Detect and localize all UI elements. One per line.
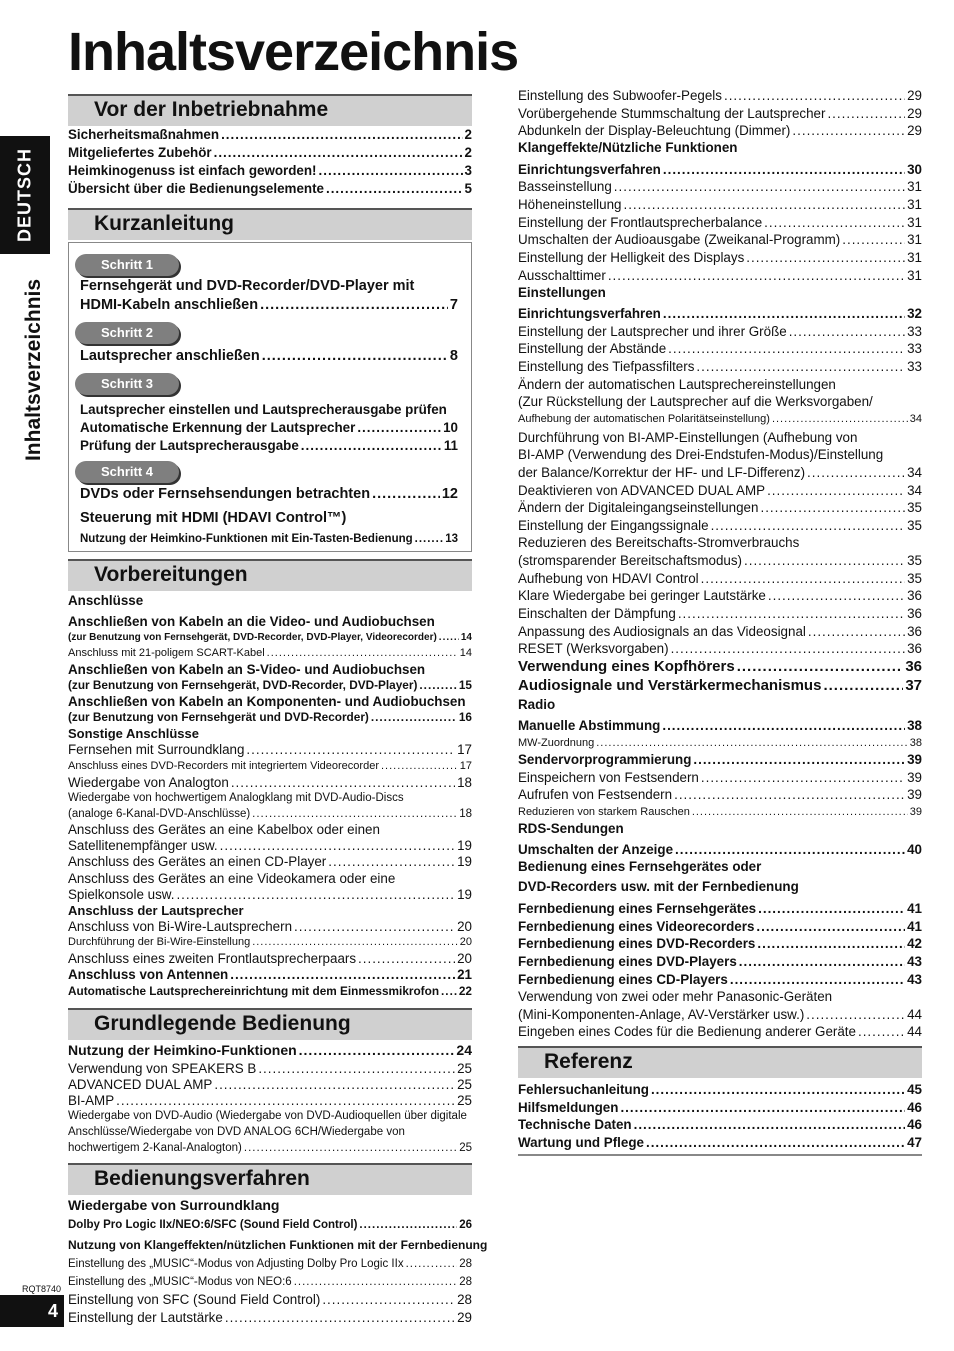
toc-entry[interactable]: BI-AMP ..... 25	[68, 1092, 472, 1109]
language-tab-label: DEUTSCH	[14, 147, 35, 243]
toc-entry[interactable]: Einstellung der Lautsprecher und ihrer Größe ..... 33	[518, 323, 922, 340]
toc-line: Anschlüsse/Wiedergabe von DVD ANALOG 6CH/Wiedergabe von	[68, 1126, 405, 1138]
toc-entry[interactable]: Einstellung von SFC (Sound Field Control) ..... 28	[68, 1291, 472, 1308]
toc-entry[interactable]: Heimkinogenuss ist einfach geworden! ..... 3	[68, 162, 472, 179]
toc-entry[interactable]: MW-Zuordnung ..... 38	[518, 735, 922, 752]
toc-entry[interactable]: DVDs oder Fernsehsendungen betrachten ..... 12	[80, 486, 458, 503]
toc-entry[interactable]: Aufhebung der automatischen Polaritätseinstellung) ..... 34	[518, 411, 922, 428]
toc-entry[interactable]: Einstellung des „MUSIC“-Modus von NEO:6 ..... 28	[68, 1274, 472, 1291]
toc-entry[interactable]: Einrichtungsverfahren ..... 30	[518, 161, 922, 178]
toc-subheading: Anschlüsse	[68, 593, 144, 608]
toc-entry[interactable]: Anschluss eines DVD-Recorders mit integriertem Videorecorder ..... 17	[68, 758, 472, 775]
toc-line: Reduzieren des Bereitschafts-Stromverbrauchs	[518, 535, 800, 550]
toc-line: Anschluss der Lautsprecher	[68, 903, 244, 918]
toc-entry[interactable]: Aufhebung von HDAVI Control ..... 35	[518, 570, 922, 587]
toc-entry[interactable]: Basseinstellung ..... 31	[518, 178, 922, 195]
toc-entry[interactable]: Spielkonsole usw. ..... 19	[68, 886, 472, 903]
toc-line: BI-AMP (Verwendung des Drei-Endstufen-Modus)/Einstellung	[518, 447, 884, 462]
toc-entry[interactable]: Einstellung der Eingangssignale ..... 35	[518, 517, 922, 534]
toc-line: Ändern der automatischen Lautsprechereinstellungen	[518, 377, 836, 392]
toc-entry[interactable]: Einstellung der Helligkeit des Displays ..... 31	[518, 249, 922, 266]
toc-line: Lautsprecher einstellen und Lautsprecherausgabe prüfen	[80, 402, 447, 417]
toc-line: Sonstige Anschlüsse	[68, 726, 199, 741]
toc-entry[interactable]: Automatische Erkennung der Lautsprecher ..... 10	[80, 419, 458, 436]
toc-entry[interactable]: Einstellung des Subwoofer-Pegels ..... 29	[518, 87, 922, 104]
step-badge-4: Schritt 4	[75, 461, 179, 483]
toc-entry[interactable]: Anschluss von Bi-Wire-Lautsprechern ..... 20	[68, 918, 472, 935]
toc-entry[interactable]: der Balance/Korrektur der HF- und LF-Differenz) ..... 34	[518, 464, 922, 481]
toc-subheading: Radio	[518, 697, 556, 712]
toc-entry[interactable]: Einstellung des Tiefpassfilters ..... 33	[518, 358, 922, 375]
side-section-label: Inhaltsverzeichnis	[22, 278, 45, 462]
toc-line: Durchführung von BI-AMP-Einstellungen (Aufhebung von	[518, 430, 858, 445]
toc-left-column	[68, 0, 488, 1351]
toc-entry[interactable]: (analoge 6-Kanal-DVD-Anschlüsse) ..... 18	[68, 806, 472, 823]
toc-entry[interactable]: Einschalten der Dämpfung ..... 36	[518, 605, 922, 622]
toc-entry[interactable]: Lautsprecher anschließen ..... 8	[80, 348, 458, 365]
toc-line: Wiedergabe von DVD-Audio (Wiedergabe von DVD-Audioquellen über digitale	[68, 1110, 467, 1122]
toc-subheading: Bedienung eines Fernsehgerätes oder	[518, 859, 762, 874]
toc-entry[interactable]: Dolby Pro Logic IIx/NEO:6/SFC (Sound Field Control) ..... 26	[68, 1217, 472, 1234]
toc-entry[interactable]: (stromsparender Bereitschaftsmodus) ..... 35	[518, 552, 922, 569]
toc-entry[interactable]: Fernbedienung eines Videorecorders ..... 41	[518, 918, 922, 935]
toc-subheading: Wiedergabe von Surroundklang	[68, 1197, 280, 1213]
toc-entry[interactable]: Prüfung der Lautsprecherausgabe ..... 11	[80, 437, 458, 454]
toc-entry[interactable]: Fernbedienung eines CD-Players ..... 43	[518, 971, 922, 988]
toc-entry[interactable]: Nutzung der Heimkino-Funktionen ..... 24	[68, 1042, 472, 1059]
toc-entry[interactable]: Manuelle Abstimmung ..... 38	[518, 717, 922, 734]
toc-entry[interactable]: Einrichtungsverfahren ..... 32	[518, 305, 922, 322]
toc-subheading: Klangeffekte/Nützliche Funktionen	[518, 140, 738, 155]
toc-entry[interactable]: Anschluss eines zweiten Frontlautsprecherpaars ..... 20	[68, 950, 472, 967]
toc-entry[interactable]: Übersicht über die Bedienungselemente ..... 5	[68, 180, 472, 197]
toc-entry[interactable]: Fernbedienung eines DVD-Players ..... 43	[518, 953, 922, 970]
toc-entry[interactable]: Fernbedienung eines Fernsehgerätes ..... 41	[518, 900, 922, 917]
toc-entry[interactable]: hochwertigem 2-Kanal-Analogton) ..... 25	[68, 1140, 472, 1157]
toc-entry[interactable]: HDMI-Kabeln anschließen ..... 7	[80, 297, 458, 314]
step-badge-1: Schritt 1	[75, 254, 179, 276]
toc-entry[interactable]: Einstellung der Frontlautsprecherbalance ..... 31	[518, 214, 922, 231]
toc-entry[interactable]: Einstellung der Abstände ..... 33	[518, 340, 922, 357]
toc-entry[interactable]: Fernsehen mit Surroundklang ..... 17	[68, 741, 472, 758]
toc-entry[interactable]: Fehlersuchanleitung ..... 45	[518, 1081, 922, 1098]
toc-entry[interactable]: Anschluss von Antennen ..... 21	[68, 966, 472, 983]
toc-entry[interactable]: Reduzieren von starkem Rauschen ..... 39	[518, 804, 922, 821]
section-header-ref: Referenz	[518, 1046, 922, 1078]
section-rule	[518, 1154, 922, 1156]
toc-subheading: DVD-Recorders usw. mit der Fernbedienung	[518, 879, 799, 894]
toc-entry[interactable]: (zur Benutzung von Fernsehgerät und DVD-Recorder) ..... 16	[68, 709, 472, 726]
toc-entry[interactable]: (zur Benutzung von Fernsehgerät, DVD-Recorder, DVD-Player, Videorecorder) ..... 14	[68, 629, 472, 646]
toc-entry[interactable]: (Mini-Komponenten-Anlage, AV-Verstärker usw.) ..... 44	[518, 1006, 922, 1023]
section-header-vorb: Vorbereitungen	[68, 559, 472, 591]
toc-subheading: Einstellungen	[518, 285, 606, 300]
toc-entry[interactable]: Höheneinstellung ..... 31	[518, 196, 922, 213]
toc-line: Anschluss des Gerätes an eine Videokamera oder eine	[68, 871, 396, 886]
toc-entry[interactable]: Satellitenempfänger usw. ..... 19	[68, 837, 472, 854]
toc-line: (Zur Rückstellung der Lautsprecher auf die Werksvorgaben/	[518, 394, 873, 409]
toc-entry[interactable]: Einstellung des „MUSIC“-Modus von Adjusting Dolby Pro Logic IIx ..... 28	[68, 1256, 472, 1273]
section-header-bed: Bedienungsverfahren	[68, 1163, 472, 1195]
toc-entry[interactable]: Aufrufen von Festsendern ..... 39	[518, 786, 922, 803]
toc-entry[interactable]: Vorübergehende Stummschaltung der Lautsprecher ..... 29	[518, 105, 922, 122]
section-header-grund: Grundlegende Bedienung	[68, 1008, 472, 1040]
toc-line: Fernsehgerät und DVD-Recorder/DVD-Player mit	[80, 278, 415, 294]
toc-entry[interactable]: Klare Wiedergabe bei geringer Lautstärke ..... 36	[518, 587, 922, 604]
toc-line: Anschließen von Kabeln an Komponenten- und Audiobuchsen	[68, 694, 466, 709]
toc-entry[interactable]: (zur Benutzung von Fernsehgerät, DVD-Recorder, DVD-Player) ..... 15	[68, 677, 472, 694]
toc-subheading: RDS-Sendungen	[518, 821, 624, 836]
toc-entry[interactable]: Sicherheitsmaßnahmen ..... 2	[68, 126, 472, 143]
toc-entry[interactable]: Wiedergabe von Analogton ..... 18	[68, 774, 472, 791]
page-number: 4	[0, 1295, 64, 1327]
toc-entry[interactable]: Hilfsmeldungen ..... 46	[518, 1099, 922, 1116]
section-header-kurz: Kurzanleitung	[68, 208, 472, 240]
language-tab	[0, 136, 50, 254]
toc-entry[interactable]: Audiosignale und Verstärkermechanismus ..... 37	[518, 677, 922, 694]
toc-entry[interactable]: Anschluss mit 21-poligem SCART-Kabel ..... 14	[68, 645, 472, 662]
section-header-vor: Vor der Inbetriebnahme	[68, 94, 472, 126]
toc-entry[interactable]: Wartung und Pflege ..... 47	[518, 1134, 922, 1151]
toc-entry[interactable]: Durchführung der Bi-Wire-Einstellung ..... 20	[68, 934, 472, 951]
toc-line: Wiedergabe von hochwertigem Analogklang mit DVD-Audio-Discs	[68, 792, 404, 804]
toc-entry[interactable]: Ändern der Digitaleingangseinstellungen ..... 35	[518, 499, 922, 516]
toc-entry[interactable]: Einspeichern von Festsendern ..... 39	[518, 769, 922, 786]
toc-line: Anschließen von Kabeln an die Video- und Audiobuchsen	[68, 614, 435, 629]
toc-line: Steuerung mit HDMI (HDAVI Control™)	[80, 510, 347, 526]
toc-right-column	[518, 0, 922, 1351]
toc-line: Verwendung von zwei oder mehr Panasonic-Geräten	[518, 989, 833, 1004]
step-badge-2: Schritt 2	[75, 322, 179, 344]
toc-entry[interactable]: Umschalten der Anzeige ..... 40	[518, 841, 922, 858]
toc-entry[interactable]: Verwendung von SPEAKERS B ..... 25	[68, 1060, 472, 1077]
toc-entry[interactable]: ADVANCED DUAL AMP ..... 25	[68, 1076, 472, 1093]
toc-entry[interactable]: Abdunkeln der Display-Beleuchtung (Dimmer) ..... 29	[518, 122, 922, 139]
toc-entry[interactable]: Verwendung eines Kopfhörers ..... 36	[518, 658, 922, 675]
toc-line: Anschluss des Gerätes an eine Kabelbox oder einen	[68, 822, 380, 837]
toc-line: Nutzung von Klangeffekten/nützlichen Funktionen mit der Fernbedienung	[68, 1238, 488, 1252]
toc-entry[interactable]: Deaktivieren von ADVANCED DUAL AMP ..... 34	[518, 482, 922, 499]
page-title: Inhaltsverzeichnis	[68, 22, 519, 82]
toc-entry[interactable]: Sendervorprogrammierung ..... 39	[518, 751, 922, 768]
toc-entry[interactable]: Umschalten der Audioausgabe (Zweikanal-Programm) ..... 31	[518, 231, 922, 248]
toc-entry[interactable]: Einstellung der Lautstärke ..... 29	[68, 1309, 472, 1326]
toc-entry[interactable]: Technische Daten ..... 46	[518, 1116, 922, 1133]
toc-entry[interactable]: Fernbedienung eines DVD-Recorders ..... 42	[518, 935, 922, 952]
step-badge-3: Schritt 3	[75, 373, 179, 395]
toc-line: Anschließen von Kabeln an S-Video- und Audiobuchsen	[68, 662, 426, 677]
toc-entry[interactable]: Ausschalttimer ..... 31	[518, 267, 922, 284]
toc-entry[interactable]: Nutzung der Heimkino-Funktionen mit Ein-Tasten-Bedienung ..... 13	[80, 531, 458, 548]
toc-entry[interactable]: RESET (Werksvorgaben) ..... 36	[518, 640, 922, 657]
document-code: RQT8740	[22, 1284, 62, 1294]
toc-entry[interactable]: Mitgeliefertes Zubehör ..... 2	[68, 144, 472, 161]
toc-entry[interactable]: Anschluss des Gerätes an einen CD-Player ..... 19	[68, 853, 472, 870]
toc-entry[interactable]: Automatische Lautsprechereinrichtung mit dem Einmessmikrofon ..... 22	[68, 983, 472, 1000]
toc-entry[interactable]: Eingeben eines Codes für die Bedienung anderer Geräte ..... 44	[518, 1023, 922, 1040]
toc-entry[interactable]: Anpassung des Audiosignals an das Videosignal ..... 36	[518, 623, 922, 640]
